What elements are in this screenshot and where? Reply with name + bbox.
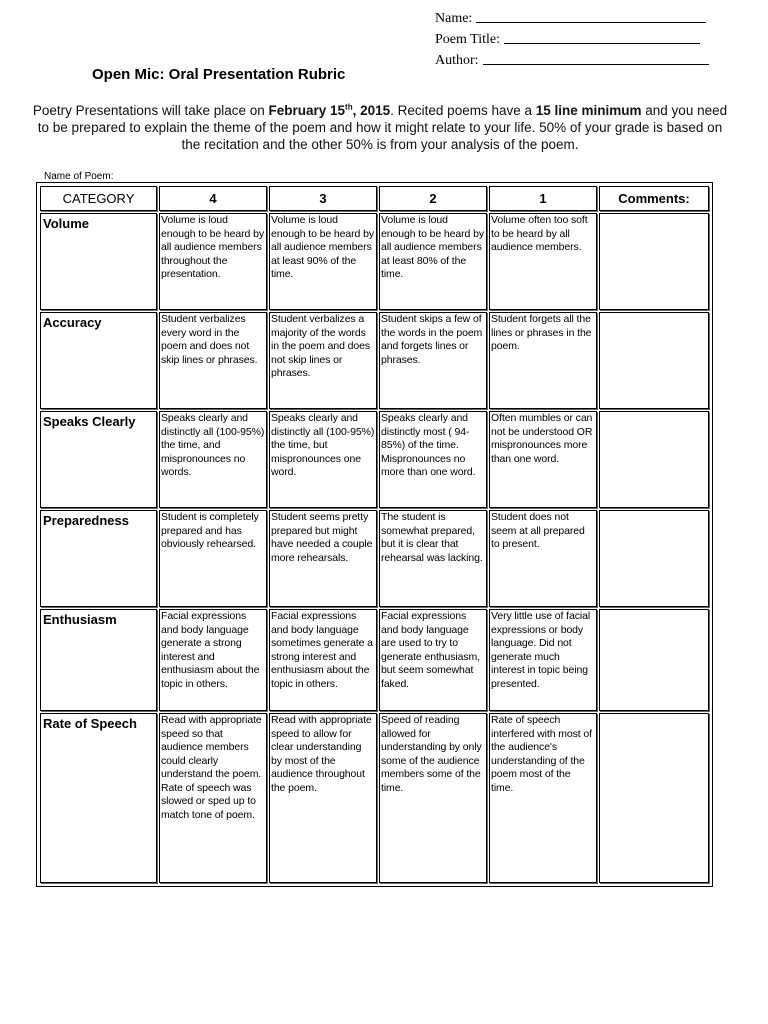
volume-score-1: Volume often too soft to be heard by all audience members. [489, 213, 597, 310]
intro-part3: and you need to be prepared to explain the theme of the poem and how it might relate to your life. 50% of your grade is based on the recitation and the other 50% is from your analysis of the poem. [37, 103, 728, 152]
rate-of-speech-score-1: Rate of speech interfered with most of the audience's understanding of the poem most of the time. [489, 713, 597, 883]
volume-score-2: Volume is loud enough to be heard by all audience members at least 80% of the time. [379, 213, 487, 310]
rubric-table-frame [36, 182, 713, 887]
header-score-4: 4 [159, 186, 267, 211]
poem-title-field-row [435, 27, 709, 48]
preparedness-score-1: Student does not seem at all prepared to present. [489, 510, 597, 607]
preparedness-score-3: Student seems pretty prepared but might have needed a couple more rehearsals. [269, 510, 377, 607]
table-row [40, 510, 709, 607]
accuracy-score-3: Student verbalizes a majority of the words in the poem and does not skip lines or phrases. [269, 312, 377, 409]
intro-paragraph [30, 102, 730, 153]
header-score-3: 3 [269, 186, 377, 211]
category-volume: Volume [40, 213, 157, 310]
preparedness-comments[interactable] [599, 510, 709, 607]
page-title: Open Mic: Oral Presentation Rubric [92, 66, 346, 83]
author-line[interactable] [483, 50, 709, 65]
rate-of-speech-score-4: Read with appropriate speed so that audience members could clearly understand the poem. Rate of speech was slowed or sped up to match tone of poem. [159, 713, 267, 883]
table-row [40, 213, 709, 310]
enthusiasm-score-3: Facial expressions and body language sometimes generate a strong interest and enthusiasm about the topic in others. [269, 609, 377, 711]
author-field-row [435, 48, 709, 69]
name-line[interactable] [476, 8, 706, 23]
line-minimum: 15 line minimum [535, 103, 642, 118]
volume-comments[interactable] [599, 213, 709, 310]
enthusiasm-score-4: Facial expressions and body language generate a strong interest and enthusiasm about the topic in others. [159, 609, 267, 711]
header-comments: Comments: [599, 186, 709, 211]
name-of-poem-label: Name of Poem: [44, 171, 114, 182]
name-label: Name: [435, 11, 473, 26]
category-accuracy: Accuracy [40, 312, 157, 409]
speaks-clearly-score-2: Speaks clearly and distinctly most ( 94-85%) of the time. Mispronounces no more than one word. [379, 411, 487, 508]
table-row [40, 713, 709, 883]
preparedness-score-4: Student is completely prepared and has obviously rehearsed. [159, 510, 267, 607]
enthusiasm-score-1: Very little use of facial expressions or body language. Did not generate much interest in topic being presented. [489, 609, 597, 711]
category-rate-of-speech: Rate of Speech [40, 713, 157, 883]
header-row [40, 186, 709, 211]
table-row [40, 609, 709, 711]
rate-of-speech-score-3: Read with appropriate speed to allow for clear understanding by most of the audience throughout the poem. [269, 713, 377, 883]
header-category: CATEGORY [40, 186, 157, 211]
header-score-2: 2 [379, 186, 487, 211]
enthusiasm-score-2: Facial expressions and body language are used to try to generate enthusiasm, but seem somewhat faked. [379, 609, 487, 711]
poem-title-label: Poem Title: [435, 32, 500, 47]
accuracy-score-1: Student forgets all the lines or phrases in the poem. [489, 312, 597, 409]
date-suffix: th [345, 102, 353, 112]
name-field-row [435, 6, 709, 27]
date-text: February 15 [268, 103, 346, 118]
speaks-clearly-comments[interactable] [599, 411, 709, 508]
accuracy-score-4: Student verbalizes every word in the poem and does not skip lines or phrases. [159, 312, 267, 409]
category-speaks-clearly: Speaks Clearly [40, 411, 157, 508]
intro-part1: Poetry Presentations will take place on [32, 103, 269, 118]
speaks-clearly-score-3: Speaks clearly and distinctly all (100-95%) the time, but mispronounces one word. [269, 411, 377, 508]
author-label: Author: [435, 53, 479, 68]
rate-of-speech-comments[interactable] [599, 713, 709, 883]
category-preparedness: Preparedness [40, 510, 157, 607]
header-fields [435, 6, 709, 69]
accuracy-comments[interactable] [599, 312, 709, 409]
speaks-clearly-score-4: Speaks clearly and distinctly all (100-95%) the time, and mispronounces no words. [159, 411, 267, 508]
poem-title-line[interactable] [504, 29, 700, 44]
header-score-1: 1 [489, 186, 597, 211]
volume-score-3: Volume is loud enough to be heard by all audience members at least 90% of the time. [269, 213, 377, 310]
rubric-table [38, 184, 711, 885]
accuracy-score-2: Student skips a few of the words in the poem and forgets lines or phrases. [379, 312, 487, 409]
rate-of-speech-score-2: Speed of reading allowed for understanding by only some of the audience members some of the time. [379, 713, 487, 883]
enthusiasm-comments[interactable] [599, 609, 709, 711]
speaks-clearly-score-1: Often mumbles or can not be understood OR mispronounces more than one word. [489, 411, 597, 508]
preparedness-score-2: The student is somewhat prepared, but it is clear that rehearsal was lacking. [379, 510, 487, 607]
volume-score-4: Volume is loud enough to be heard by all audience members throughout the presentation. [159, 213, 267, 310]
category-enthusiasm: Enthusiasm [40, 609, 157, 711]
intro-part2: . Recited poems have a [390, 103, 536, 118]
table-row [40, 411, 709, 508]
table-row [40, 312, 709, 409]
presentation-date [269, 103, 391, 118]
date-year: , 2015 [352, 103, 391, 118]
